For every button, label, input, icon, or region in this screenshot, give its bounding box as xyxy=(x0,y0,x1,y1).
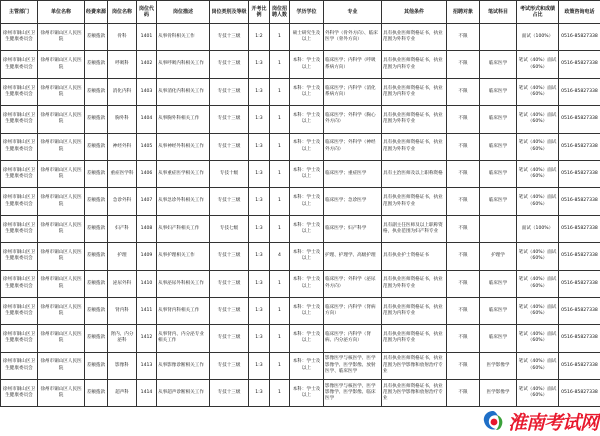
cell-ratio: 1:3 xyxy=(249,297,270,324)
cell-phone: 0516-85827338 xyxy=(559,297,600,324)
cell-major: 临床医学；外科学（神经外方向） xyxy=(324,133,382,160)
cell-grade: 专技十三级 xyxy=(210,297,249,324)
table-row xyxy=(1,325,600,352)
cell-target: 不限 xyxy=(447,24,480,51)
cell-major: 临床医学；内科学（呼吸系病方向） xyxy=(324,51,382,78)
cell-other: 具有执业医师资格证书，执业范围为内科专业 xyxy=(382,51,447,78)
watermark-text: 淮南考试网 xyxy=(507,411,598,434)
table-row xyxy=(1,160,600,187)
cell-target: 不限 xyxy=(447,133,480,160)
cell-phone: 0516-85827338 xyxy=(559,78,600,105)
cell-post: 消化内科 xyxy=(108,78,137,105)
cell-desc: 从事胸外科相关工作 xyxy=(157,106,210,133)
cell-post: 肾内科 xyxy=(108,297,137,324)
cell-code: 1408 xyxy=(137,215,157,242)
cell-count: 4 xyxy=(270,243,290,270)
table-row xyxy=(1,352,600,379)
cell-other: 具有执业医师资格证书，执业范围为外科专业 xyxy=(382,133,447,160)
cell-ratio: 1:3 xyxy=(249,325,270,352)
cell-post: 呼吸科 xyxy=(108,51,137,78)
cell-code: 1406 xyxy=(137,160,157,187)
cell-unit: 徐州市铜山区人民医院 xyxy=(38,160,85,187)
logo-icon xyxy=(481,409,505,433)
cell-exam: 临床医学 xyxy=(480,51,517,78)
cell-form: 笔试（40%）面试（60%） xyxy=(517,133,559,160)
cell-code: 1405 xyxy=(137,133,157,160)
cell-other: 具有副主任医师及以上职称资格，执业范围为妇产科专业 xyxy=(382,215,447,242)
cell-funding: 差额拨款 xyxy=(85,188,108,215)
cell-phone: 0516-85827338 xyxy=(559,380,600,407)
header-dept: 主管部门 xyxy=(1,1,38,24)
cell-target: 不限 xyxy=(447,297,480,324)
cell-major: 临床医学；妇产科学 xyxy=(324,215,382,242)
cell-major: 临床医学；内科学（肾病、内分泌方向） xyxy=(324,325,382,352)
cell-ratio: 1:3 xyxy=(249,380,270,407)
cell-count: 1 xyxy=(270,188,290,215)
cell-major: 护理、护理学、高级护理 xyxy=(324,243,382,270)
table-row xyxy=(1,188,600,215)
table-row xyxy=(1,297,600,324)
cell-post: 影像科 xyxy=(108,352,137,379)
cell-desc: 从事妇产科相关工作 xyxy=(157,215,210,242)
cell-degree: 本科：学士及以上 xyxy=(290,133,324,160)
cell-exam: 医学影像学 xyxy=(480,352,517,379)
cell-unit: 徐州市铜山区人民医院 xyxy=(38,106,85,133)
cell-ratio: 1:3 xyxy=(249,270,270,297)
cell-ratio: 1:3 xyxy=(249,106,270,133)
cell-grade: 专技十三级 xyxy=(210,188,249,215)
cell-grade: 专技十三级 xyxy=(210,78,249,105)
cell-funding: 差额拨款 xyxy=(85,352,108,379)
cell-grade: 专技七级 xyxy=(210,215,249,242)
cell-desc: 从事泌尿外科相关工作 xyxy=(157,270,210,297)
cell-post: 重症医学科 xyxy=(108,160,137,187)
cell-exam: 护理学 xyxy=(480,243,517,270)
cell-exam xyxy=(480,215,517,242)
cell-code: 1414 xyxy=(137,380,157,407)
cell-funding: 差额拨款 xyxy=(85,215,108,242)
header-desc: 岗位描述 xyxy=(157,1,210,24)
cell-exam: 医学影像学 xyxy=(480,380,517,407)
cell-other: 具有执业医师资格证书，执业范围为外科专业 xyxy=(382,188,447,215)
header-exam: 笔试科目 xyxy=(480,1,517,24)
cell-count: 1 xyxy=(270,133,290,160)
cell-dept: 徐州市铜山区卫生健康委员会 xyxy=(1,188,38,215)
cell-degree: 本科：学士及以上 xyxy=(290,270,324,297)
cell-unit: 徐州市铜山区人民医院 xyxy=(38,24,85,51)
cell-code: 1413 xyxy=(137,352,157,379)
cell-unit: 徐州市铜山区人民医院 xyxy=(38,215,85,242)
cell-form: 笔试（40%）面试（60%） xyxy=(517,380,559,407)
cell-grade: 专技十三级 xyxy=(210,106,249,133)
cell-unit: 徐州市铜山区人民医院 xyxy=(38,78,85,105)
cell-post: 胸外科 xyxy=(108,106,137,133)
cell-funding: 差额拨款 xyxy=(85,297,108,324)
cell-funding: 差额拨款 xyxy=(85,243,108,270)
header-degree: 学历学位 xyxy=(290,1,324,24)
cell-desc: 从事肾内、内分泌专业相关工作 xyxy=(157,325,210,352)
table-row xyxy=(1,78,600,105)
cell-form: 笔试（40%）面试（60%） xyxy=(517,106,559,133)
cell-grade: 专技十三级 xyxy=(210,133,249,160)
cell-ratio: 1:3 xyxy=(249,352,270,379)
cell-desc: 从事急诊外科相关工作 xyxy=(157,188,210,215)
cell-major: 影像医学与核医学、医学影像学、医学影像、临床医学 xyxy=(324,380,382,407)
cell-count: 1 xyxy=(270,24,290,51)
cell-target: 不限 xyxy=(447,215,480,242)
cell-phone: 0516-85827338 xyxy=(559,24,600,51)
cell-unit: 徐州市铜山区人民医院 xyxy=(38,188,85,215)
cell-phone: 0516-85827338 xyxy=(559,51,600,78)
cell-target: 不限 xyxy=(447,188,480,215)
cell-form: 笔试（40%）面试（60%） xyxy=(517,270,559,297)
cell-other: 具有执业护士资格证书 xyxy=(382,243,447,270)
cell-target: 不限 xyxy=(447,270,480,297)
cell-ratio: 1:2 xyxy=(249,24,270,51)
cell-code: 1412 xyxy=(137,325,157,352)
cell-form: 面试（100%） xyxy=(517,24,559,51)
cell-phone: 0516-85827338 xyxy=(559,188,600,215)
cell-ratio: 1:3 xyxy=(249,215,270,242)
cell-degree: 硕士研究生及以上 xyxy=(290,24,324,51)
cell-count: 1 xyxy=(270,352,290,379)
cell-unit: 徐州市铜山区人民医院 xyxy=(38,297,85,324)
cell-code: 1411 xyxy=(137,297,157,324)
header-phone: 政策咨询电话 xyxy=(559,1,600,24)
cell-dept: 徐州市铜山区卫生健康委员会 xyxy=(1,51,38,78)
cell-count: 1 xyxy=(270,106,290,133)
cell-major: 临床医学；内科学（肾病方向） xyxy=(324,297,382,324)
cell-count: 1 xyxy=(270,270,290,297)
cell-funding: 差额拨款 xyxy=(85,51,108,78)
table-row xyxy=(1,133,600,160)
cell-phone: 0516-85827338 xyxy=(559,160,600,187)
header-grade: 岗位类别及等级 xyxy=(210,1,249,24)
cell-grade: 专技十三级 xyxy=(210,352,249,379)
cell-code: 1409 xyxy=(137,243,157,270)
cell-desc: 从事骨科相关工作 xyxy=(157,24,210,51)
cell-degree: 本科：学士及以上 xyxy=(290,297,324,324)
cell-grade: 专技十三级 xyxy=(210,270,249,297)
cell-desc: 从事神经外科相关工作 xyxy=(157,133,210,160)
cell-grade: 专技十三级 xyxy=(210,51,249,78)
cell-grade: 专技十级 xyxy=(210,160,249,187)
cell-phone: 0516-85827338 xyxy=(559,106,600,133)
cell-code: 1402 xyxy=(137,51,157,78)
cell-dept: 徐州市铜山区卫生健康委员会 xyxy=(1,297,38,324)
cell-dept: 徐州市铜山区卫生健康委员会 xyxy=(1,325,38,352)
cell-target: 不限 xyxy=(447,352,480,379)
cell-grade: 专技十三级 xyxy=(210,380,249,407)
cell-degree: 本科：学士及以上 xyxy=(290,352,324,379)
cell-degree: 本科：学士及以上 xyxy=(290,215,324,242)
cell-unit: 徐州市铜山区人民医院 xyxy=(38,352,85,379)
cell-desc: 从事护理相关工作 xyxy=(157,243,210,270)
cell-grade: 专技十三级 xyxy=(210,24,249,51)
cell-ratio: 1:3 xyxy=(249,78,270,105)
cell-form: 笔试（40%）面试（60%） xyxy=(517,78,559,105)
cell-phone: 0516-85827338 xyxy=(559,215,600,242)
cell-target: 不限 xyxy=(447,160,480,187)
cell-grade: 专技十三级 xyxy=(210,243,249,270)
cell-degree: 本科：学士及以上 xyxy=(290,325,324,352)
cell-count: 1 xyxy=(270,380,290,407)
table-row xyxy=(1,24,600,51)
cell-degree: 本科：学士及以上 xyxy=(290,78,324,105)
cell-count: 1 xyxy=(270,325,290,352)
cell-form: 笔试（40%）面试（60%） xyxy=(517,325,559,352)
cell-funding: 差额拨款 xyxy=(85,325,108,352)
cell-target: 不限 xyxy=(447,106,480,133)
cell-other: 具有执业医师资格证书，执业范围为外科专业 xyxy=(382,24,447,51)
header-funding: 经费来源 xyxy=(85,1,108,24)
cell-desc: 从事影像诊断相关工作 xyxy=(157,352,210,379)
cell-funding: 差额拨款 xyxy=(85,380,108,407)
cell-unit: 徐州市铜山区人民医院 xyxy=(38,133,85,160)
cell-funding: 差额拨款 xyxy=(85,133,108,160)
header-form: 考试形式和成绩占比 xyxy=(517,1,559,24)
cell-form: 笔试（40%）面试（60%） xyxy=(517,243,559,270)
header-code: 岗位代码 xyxy=(137,1,157,24)
header-ratio: 开考比例 xyxy=(249,1,270,24)
cell-unit: 徐州市铜山区人民医院 xyxy=(38,243,85,270)
cell-ratio: 1:3 xyxy=(249,243,270,270)
cell-degree: 本科：学士及以上 xyxy=(290,243,324,270)
cell-post: 超声科 xyxy=(108,380,137,407)
cell-other: 具有执业医师资格证书，执业范围为内科专业 xyxy=(382,297,447,324)
cell-major: 临床医学；重症医学 xyxy=(324,160,382,187)
cell-post: 护理 xyxy=(108,243,137,270)
cell-other: 具有执业医师资格证书，执业范围为内科专业 xyxy=(382,78,447,105)
header-post: 岗位名称 xyxy=(108,1,137,24)
table-header-row xyxy=(1,1,600,24)
cell-count: 1 xyxy=(270,297,290,324)
cell-dept: 徐州市铜山区卫生健康委员会 xyxy=(1,160,38,187)
cell-form: 笔试（40%）面试（60%） xyxy=(517,51,559,78)
cell-count: 1 xyxy=(270,51,290,78)
header-major: 专业 xyxy=(324,1,382,24)
cell-funding: 差额拨款 xyxy=(85,78,108,105)
cell-other: 具有执业医师资格证书，执业范围为医学影像和放射治疗专业 xyxy=(382,380,447,407)
site-watermark xyxy=(470,408,598,434)
cell-dept: 徐州市铜山区卫生健康委员会 xyxy=(1,352,38,379)
table-row xyxy=(1,243,600,270)
cell-dept: 徐州市铜山区卫生健康委员会 xyxy=(1,24,38,51)
cell-major: 临床医学；急诊医学 xyxy=(324,188,382,215)
table-body xyxy=(1,24,600,407)
cell-phone: 0516-85827338 xyxy=(559,243,600,270)
cell-exam: 临床医学 xyxy=(480,133,517,160)
cell-count: 1 xyxy=(270,160,290,187)
cell-target: 不限 xyxy=(447,51,480,78)
cell-unit: 徐州市铜山区人民医院 xyxy=(38,270,85,297)
cell-degree: 本科：学士及以上 xyxy=(290,51,324,78)
cell-degree: 本科：学士及以上 xyxy=(290,188,324,215)
cell-desc: 从事肾内科相关工作 xyxy=(157,297,210,324)
cell-funding: 差额拨款 xyxy=(85,106,108,133)
cell-unit: 徐州市铜山区人民医院 xyxy=(38,51,85,78)
cell-code: 1410 xyxy=(137,270,157,297)
cell-post: 神经外科 xyxy=(108,133,137,160)
cell-funding: 差额拨款 xyxy=(85,270,108,297)
cell-form: 笔试（40%）面试（60%） xyxy=(517,352,559,379)
header-other: 其他条件 xyxy=(382,1,447,24)
cell-other: 具有执业医师资格证书，执业范围为外科专业 xyxy=(382,270,447,297)
cell-funding: 差额拨款 xyxy=(85,24,108,51)
cell-target: 不限 xyxy=(447,325,480,352)
cell-exam: 临床医学 xyxy=(480,270,517,297)
cell-degree: 本科：学士及以上 xyxy=(290,106,324,133)
cell-ratio: 1:3 xyxy=(249,160,270,187)
cell-ratio: 1:3 xyxy=(249,51,270,78)
cell-form: 笔试（40%）面试（60%） xyxy=(517,160,559,187)
cell-post: 妇产科 xyxy=(108,215,137,242)
cell-desc: 从事呼吸内科相关工作 xyxy=(157,51,210,78)
cell-major: 临床医学；内科学（消化系病方向） xyxy=(324,78,382,105)
cell-other: 具有执业医师资格证书，执业范围为医学影像和放射治疗专业 xyxy=(382,352,447,379)
cell-post: 肾内、内分泌科 xyxy=(108,325,137,352)
cell-exam: 临床医学 xyxy=(480,297,517,324)
cell-dept: 徐州市铜山区卫生健康委员会 xyxy=(1,106,38,133)
cell-other: 具有主治医师及以上职称资格 xyxy=(382,160,447,187)
cell-target: 不限 xyxy=(447,78,480,105)
cell-major: 外科学（骨外方向）、临床医学（骨外方向） xyxy=(324,24,382,51)
cell-other: 具有执业医师资格证书，执业范围为外科专业 xyxy=(382,106,447,133)
cell-degree: 本科：学士及以上 xyxy=(290,380,324,407)
cell-post: 泌尿外科 xyxy=(108,270,137,297)
cell-unit: 徐州市铜山区人民医院 xyxy=(38,325,85,352)
header-unit: 单位名称 xyxy=(38,1,85,24)
cell-dept: 徐州市铜山区卫生健康委员会 xyxy=(1,78,38,105)
cell-exam: 临床医学 xyxy=(480,160,517,187)
cell-dept: 徐州市铜山区卫生健康委员会 xyxy=(1,215,38,242)
cell-form: 笔试（40%）面试（60%） xyxy=(517,297,559,324)
cell-dept: 徐州市铜山区卫生健康委员会 xyxy=(1,133,38,160)
cell-exam: 临床医学 xyxy=(480,188,517,215)
cell-dept: 徐州市铜山区卫生健康委员会 xyxy=(1,270,38,297)
cell-major: 临床医学；外科学（胸心外方向） xyxy=(324,106,382,133)
cell-dept: 徐州市铜山区卫生健康委员会 xyxy=(1,243,38,270)
cell-other: 具有执业医师资格证书，执业范围为内科专业 xyxy=(382,325,447,352)
cell-desc: 从事超声诊断相关工作 xyxy=(157,380,210,407)
cell-code: 1403 xyxy=(137,78,157,105)
cell-count: 1 xyxy=(270,215,290,242)
cell-major: 临床医学；外科学（泌尿外方向） xyxy=(324,270,382,297)
table-row xyxy=(1,380,600,407)
cell-post: 骨科 xyxy=(108,24,137,51)
cell-exam: 临床医学 xyxy=(480,106,517,133)
table-row xyxy=(1,51,600,78)
cell-ratio: 1:3 xyxy=(249,133,270,160)
cell-funding: 差额拨款 xyxy=(85,160,108,187)
cell-major: 影像医学与核医学、医学影像学、医学影像、放射医学、临床医学 xyxy=(324,352,382,379)
cell-form: 笔试（40%）面试（60%） xyxy=(517,188,559,215)
cell-phone: 0516-85827338 xyxy=(559,325,600,352)
cell-desc: 从事消化内科相关工作 xyxy=(157,78,210,105)
cell-exam: 临床医学 xyxy=(480,78,517,105)
cell-unit: 徐州市铜山区人民医院 xyxy=(38,380,85,407)
cell-target: 不限 xyxy=(447,380,480,407)
header-count: 岗位招聘人数 xyxy=(270,1,290,24)
cell-desc: 从事重症医学相关工作 xyxy=(157,160,210,187)
cell-phone: 0516-85827338 xyxy=(559,133,600,160)
table-row xyxy=(1,106,600,133)
cell-code: 1404 xyxy=(137,106,157,133)
cell-exam: 临床医学 xyxy=(480,325,517,352)
cell-ratio: 1:3 xyxy=(249,188,270,215)
cell-target: 不限 xyxy=(447,243,480,270)
cell-degree: 本科：学士及以上 xyxy=(290,160,324,187)
cell-exam xyxy=(480,24,517,51)
cell-code: 1407 xyxy=(137,188,157,215)
cell-phone: 0516-85827338 xyxy=(559,352,600,379)
cell-post: 急诊外科 xyxy=(108,188,137,215)
table-row xyxy=(1,270,600,297)
cell-dept: 徐州市铜山区卫生健康委员会 xyxy=(1,380,38,407)
cell-grade: 专技十三级 xyxy=(210,325,249,352)
cell-phone: 0516-85827338 xyxy=(559,270,600,297)
cell-count: 1 xyxy=(270,78,290,105)
cell-form: 面试（100%） xyxy=(517,215,559,242)
cell-code: 1401 xyxy=(137,24,157,51)
header-target: 招聘对象 xyxy=(447,1,480,24)
table-row xyxy=(1,215,600,242)
